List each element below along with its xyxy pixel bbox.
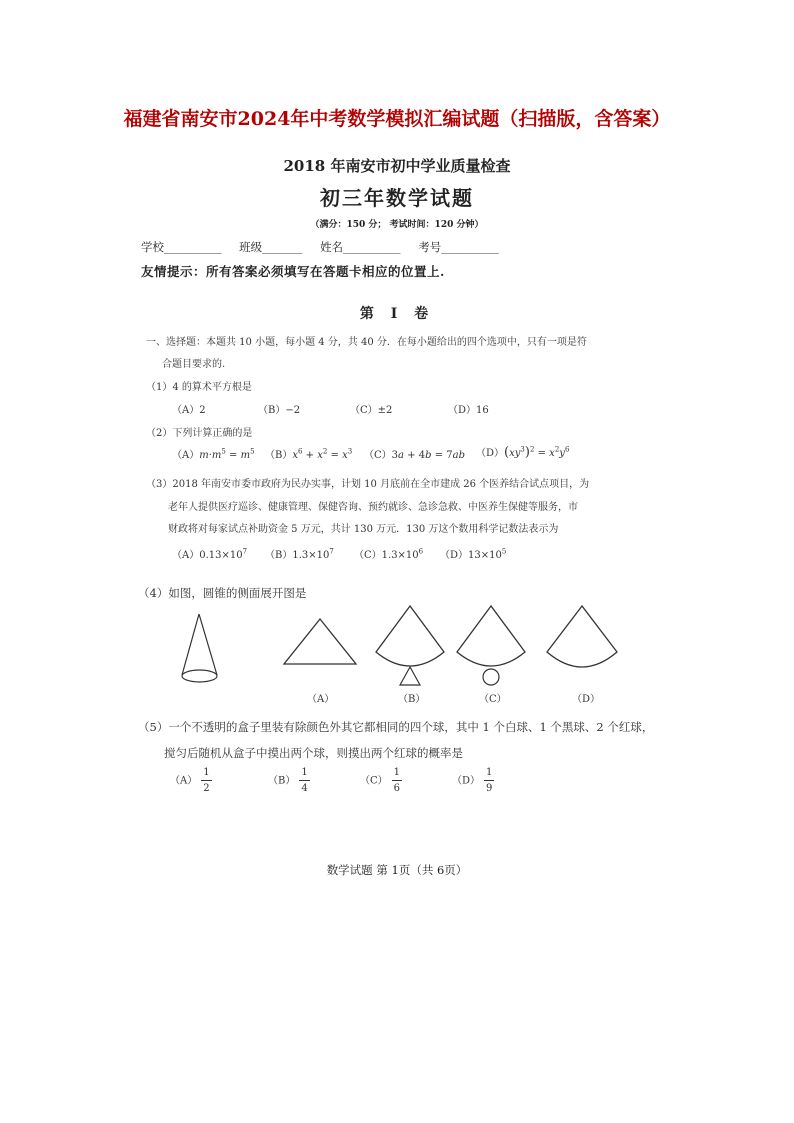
q5-option-c [360,768,402,794]
q3-option-a [172,546,247,561]
option-d-sector-figure [542,602,622,674]
q3-option-b [265,546,334,561]
q1-option-d: （D）16 [448,405,489,416]
q5-option-d-fraction [484,768,494,794]
q1-option-a: （A）2 [172,405,206,416]
q3-line3: 财政将对每家试点补助资金 5 万元，共计 130 万元．130 万这个数用科学记数法表示为 [168,524,559,535]
q3-line1: （3）2018 年南安市委市政府为民办实事，计划 10 月底前在全市建成 26 个医养结合试点项目，为 [146,479,590,490]
q2-option-a: $(A)m\cdot m^5 = m^5$ [172,447,255,461]
name-field: 姓名__________ [320,240,401,254]
section-instructions-line2: 合题目要求的. [162,359,226,370]
option-b-sector-triangle-figure [371,602,451,690]
q2-option-b: $(B)x^6 + x^2 = x^3$ [265,447,353,461]
friendly-tip: 友情提示：所有答案必须填写在答题卡相应的位置上. [141,264,445,279]
q3-option-a-exponent: 7 [242,547,248,556]
fraction-denominator: 4 [301,783,308,794]
q3-option-a-text: （A）0.13×10 [172,550,243,561]
exam-number-field: 考号__________ [418,240,499,254]
q3-option-b-exponent: 7 [329,547,334,556]
q5-line2: 搅匀后随机从盒子中摸出两个球，则摸出两个红球的概率是 [164,746,463,760]
q3-line2: 老年人提供医疗巡诊、健康管理、保健咨询、预约就诊、急诊急救、中医养生保健等服务，市 [168,502,578,513]
q2-option-c-label: （C） [364,450,392,461]
school-field: 学校__________ [141,240,222,254]
q3-option-b-text: （B）1.3×10 [265,550,330,561]
q2-option-b-label: （B） [265,450,293,461]
student-info-fields [141,239,513,255]
q2-option-d: $(D)(xy^3)^2 = x^2y^6$ [476,445,570,460]
fraction-numerator: 1 [484,768,494,781]
q5-option-d [452,768,494,794]
score-info: （满分：150 分； 考试时间：120 分钟） [310,220,484,230]
fraction-numerator: 1 [201,768,211,781]
fraction-numerator: 1 [299,768,309,781]
fraction-denominator: 2 [203,783,210,794]
q5-line1: （5）一个不透明的盒子里装有除颜色外其它都相同的四个球，其中 1 个白球、1 个黑球、2 个红球， [138,720,654,734]
q2-option-c: （C）3a + 4b = 7ab [364,450,465,461]
q5-option-c-fraction [392,768,402,794]
q5-option-a [170,768,212,794]
section-instructions-line1: 一、选择题：本题共 10 小题，每小题 4 分，共 40 分．在每小题给出的四个选项中，只有一项是符 [146,337,587,348]
cone-figure [175,610,225,690]
q4-label-b: （B） [398,694,426,705]
q5-option-a-fraction [201,768,211,794]
q1-option-b: （B）−2 [258,405,301,416]
q2-stem: （2）下列计算正确的是 [146,428,253,439]
q3-option-c [354,546,423,561]
q5-option-d-label: （D） [452,775,481,787]
fraction-denominator: 6 [393,783,401,794]
q1-option-c: （C）±2 [350,405,393,416]
q4-label-c: （C） [479,694,507,705]
q4-stem: （4）如图，圆锥的侧面展开图是 [138,586,307,600]
exam-title: 2018 年南安市初中学业质量检查 [283,157,511,175]
class-field: 班级_______ [239,240,303,254]
option-a-triangle-figure [280,615,360,670]
fraction-numerator: 1 [392,768,402,781]
q2-option-a-label: （A） [172,450,200,461]
q5-option-a-label: （A） [170,775,198,787]
q3-option-d-exponent: 5 [501,547,507,556]
q4-label-d: （D） [572,694,601,705]
part-heading: 第 I 卷 [359,306,435,322]
page-footer: 数学试题 第 1页（共 6页） [326,863,468,877]
q3-option-d [440,546,506,561]
q4-label-a: （A） [307,694,335,705]
q3-option-c-text: （C）1.3×10 [354,550,419,561]
q2-option-d-label: （D） [476,448,505,459]
document-banner-title: 福建省南安市2024年中考数学模拟汇编试题（扫描版，含答案） [123,108,671,130]
q3-option-c-exponent: 6 [418,547,424,556]
q1-stem: （1）4 的算术平方根是 [146,382,252,393]
fraction-denominator: 9 [486,783,493,794]
q5-option-b-label: （B） [268,775,296,787]
q5-option-b-fraction [299,768,309,794]
paper-title: 初三年数学试题 [320,186,474,210]
q5-option-b [268,768,310,794]
q5-option-c-label: （C） [360,775,388,787]
q3-option-d-text: （D）13×10 [440,550,502,561]
option-c-sector-circle-figure [452,602,532,690]
